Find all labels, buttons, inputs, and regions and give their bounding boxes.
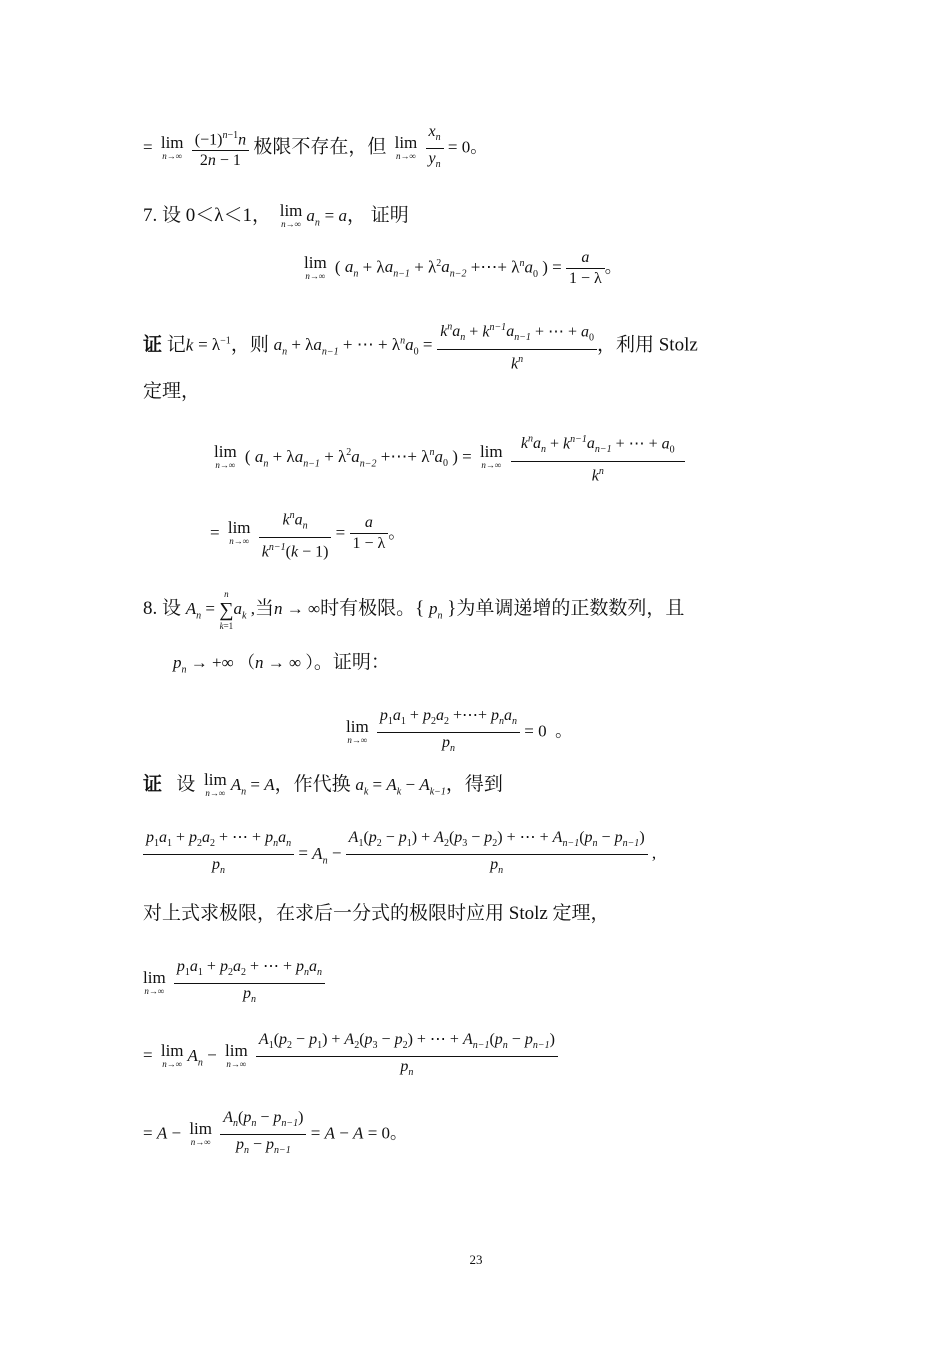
problem-8-condition: $p_n$ → +∞ （n → ∞ ）。证明： bbox=[173, 652, 390, 676]
page-number: 23 bbox=[469, 1252, 483, 1267]
problem-7-label: 7. 设 bbox=[143, 204, 182, 226]
formula-proof-8-d: = A − lim n→∞ $\frac{A_n(p_n - p_{n-1})}{p_n - p_{n-1}}$ = A − A = 0。 bbox=[143, 1109, 408, 1157]
proof-7-line-1: 证 记$k = \lambda^{-1}$，则 $a_n + \lambda a_{n-1}$ + ⋯ + $\lambda^na_0$ = $\frac{k^na_n + k^{n-1}a_{n-1} + \cdots + a_0}{k^n}$ ，利用 Stolz bbox=[143, 318, 698, 374]
formula-proof-7-a: lim n→∞ ( $a_n + \lambda a_{n-1} + \lambda^2a_{n-2}$ +⋯+ $\lambda^na_0$ ) = lim n→∞ $\frac{k^na_n + k^{n-1}a_{n-1} + \cdots + a_0}{k^n}$ bbox=[210, 430, 685, 486]
proof-8-line-1: 证 设 lim n→∞ $A_n = A$，作代换 $a_k = A_k - A_{k-1}$，得到 bbox=[143, 770, 503, 798]
problem-7-condition: 0＜λ＜1， bbox=[185, 204, 271, 226]
formula-proof-8-b: lim n→∞ $\frac{p_1a_1 + p_2a_2 + \cdots + p_na_n}{p_n}$ bbox=[143, 957, 325, 1010]
proof-label: 证 bbox=[143, 334, 163, 356]
formula-problem-7: lim n→∞ ( $a_n + \lambda a_{n-1} + \lambda^2a_{n-2}$ +⋯+ $\lambda^na_0$ ) = $\frac{a}{1 - \lambda}$ 。 bbox=[304, 249, 622, 287]
formula-proof-8-c: = lim n→∞ $A_n - \lim$ n→∞ $\frac{A_1(p_2 - p_1) + A_2(p_3 - p_2) + \cdots + A_{n-1}(p_n - p_{n-1})}{p_n}$ bbox=[143, 1030, 558, 1083]
formula-problem-8: lim n→∞ $\frac{p_1a_1 + p_2a_2 +\cdots+ p_na_n}{p_n}$ = 0 。 bbox=[346, 707, 573, 755]
problem-8-statement: 8. 设 $A_n$ = n ∑ k=1 $a_k$ ,当n → ∞时有极限。{ $p_n$ }为单调递增的正数数列，且 bbox=[143, 589, 685, 631]
problem-8-label: 8. 设 bbox=[143, 597, 182, 619]
limit-note: 对上式求极限，在求后一分式的极限时应用 Stolz 定理， bbox=[143, 903, 610, 924]
formula-line-1: = lim n→∞ $\frac{(-1)^{n-1}n}{2n - 1}$ 极限不存在，但 lim n→∞ $\frac{x_n}{y_n}$ = 0。 bbox=[143, 123, 488, 171]
formula-proof-8-a: $\frac{p_1a_1 + p_2a_2 + \cdots + p_na_n}{p_n}$ = $A_n$ − $\frac{A_1(p_2 - p_1) + A_2(p_3 - p_2) + \cdots + A_{n-1}(p_n - p_{n-1})}{p_n}$ , bbox=[143, 828, 656, 881]
problem-7-statement: 7. 设 0＜λ＜1， lim n→∞ $a_n = a$， 证明 bbox=[143, 201, 409, 229]
text-limit-not-exist: 极限不存在，但 bbox=[253, 136, 387, 158]
theorem-text: 定理， bbox=[143, 381, 201, 402]
prove-text: 证明 bbox=[370, 204, 409, 226]
formula-proof-7-b: = lim n→∞ $\frac{k^na_n}{k^{n-1}(k - 1)}$ = $\frac{a}{1 - \lambda}$ 。 bbox=[210, 506, 405, 562]
